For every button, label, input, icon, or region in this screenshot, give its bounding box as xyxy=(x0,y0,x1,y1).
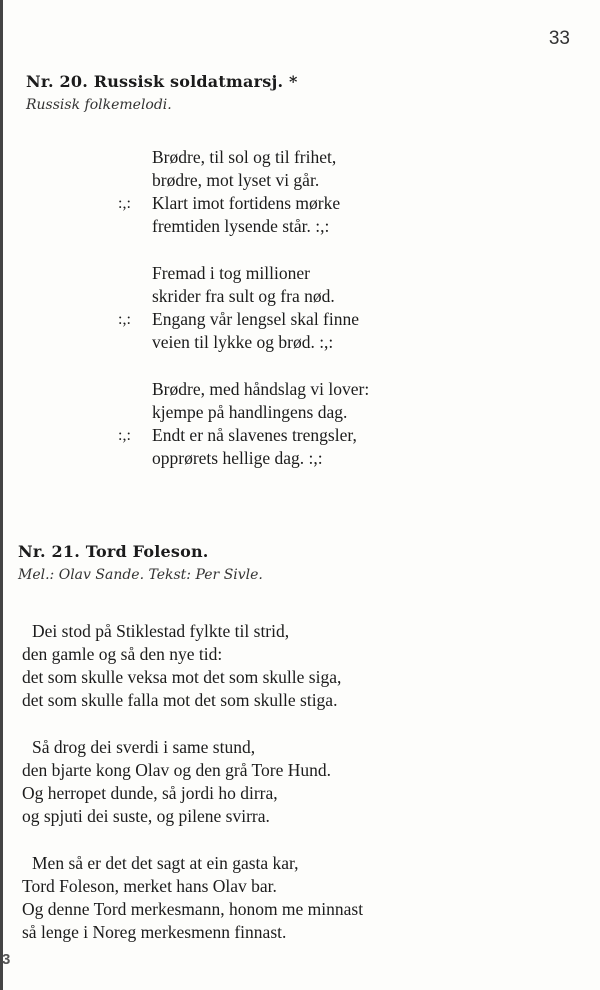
verse-text: veien til lykke og brød. :,: xyxy=(152,332,334,352)
repeat-mark: :,: xyxy=(118,427,131,444)
verse-line xyxy=(118,401,369,424)
verse-text: Engang vår lengsel skal finne xyxy=(152,309,360,329)
verse-text: Brødre, til sol og til frihet, xyxy=(152,147,337,167)
verse-line: Og denne Tord merkesmann, honom me minnast xyxy=(22,899,364,919)
verse-line: Dei stod på Stiklestad fylkte til strid, xyxy=(32,621,290,641)
verse-text: skrider fra sult og fra nød. xyxy=(152,286,335,306)
verse-line xyxy=(118,215,369,238)
page-number: 33 xyxy=(548,28,570,49)
stanza xyxy=(118,378,369,470)
verse-text: fremtiden lysende står. :,: xyxy=(152,216,330,236)
verse-line xyxy=(118,146,369,169)
verse-line: Tord Foleson, merket hans Olav bar. xyxy=(22,876,277,896)
verse-line: det som skulle falla mot det som skulle stiga. xyxy=(22,690,338,710)
stanza xyxy=(118,262,369,354)
song-21-verses xyxy=(22,620,363,968)
stanza xyxy=(22,852,363,944)
verse-text: Brødre, med håndslag vi lover: xyxy=(152,379,370,399)
verse-text: brødre, mot lyset vi går. xyxy=(152,170,320,190)
verse-line xyxy=(118,169,369,192)
song-20-header xyxy=(26,72,298,113)
verse-line xyxy=(118,331,369,354)
verse-line: og spjuti dei suste, og pilene svirra. xyxy=(22,806,270,826)
verse-line: Og herropet dunde, så jordi ho dirra, xyxy=(22,783,278,803)
verse-text: kjempe på handlingens dag. xyxy=(152,402,348,422)
stanza xyxy=(22,736,363,828)
verse-line: den gamle og så den nye tid: xyxy=(22,644,223,664)
verse-text: Fremad i tog millioner xyxy=(152,263,310,283)
verse-line: den bjarte kong Olav og den grå Tore Hund. xyxy=(22,760,331,780)
song-20-title: Nr. 20. Russisk soldatmarsj. * xyxy=(26,72,298,91)
song-21-header xyxy=(18,542,263,583)
verse-line: så lenge i Noreg merkesmenn finnast. xyxy=(22,922,287,942)
verse-line xyxy=(118,378,369,401)
song-21-credits: Mel.: Olav Sande. Tekst: Per Sivle. xyxy=(18,567,263,583)
verse-line xyxy=(118,192,369,215)
verse-line xyxy=(118,285,369,308)
repeat-mark: :,: xyxy=(118,311,131,328)
verse-line xyxy=(118,262,369,285)
song-21-title: Nr. 21. Tord Foleson. xyxy=(18,542,209,561)
verse-line xyxy=(118,424,369,447)
verse-line: det som skulle veksa mot det som skulle siga, xyxy=(22,667,342,687)
stanza xyxy=(118,146,369,238)
verse-line: Men så er det det sagt at ein gasta kar, xyxy=(32,853,299,873)
verse-line: Så drog dei sverdi i same stund, xyxy=(32,737,256,757)
verse-text: opprørets hellige dag. :,: xyxy=(152,448,323,468)
verse-line xyxy=(118,308,369,331)
song-20-melody: Russisk folkemelodi. xyxy=(26,97,172,113)
signature-mark: 3 xyxy=(2,951,11,968)
repeat-mark: :,: xyxy=(118,195,131,212)
stanza xyxy=(22,620,363,712)
verse-line xyxy=(118,447,369,470)
song-20-verses xyxy=(118,146,369,494)
verse-text: Klart imot fortidens mørke xyxy=(152,193,341,213)
verse-text: Endt er nå slavenes trengsler, xyxy=(152,425,357,445)
page-edge xyxy=(0,0,3,990)
